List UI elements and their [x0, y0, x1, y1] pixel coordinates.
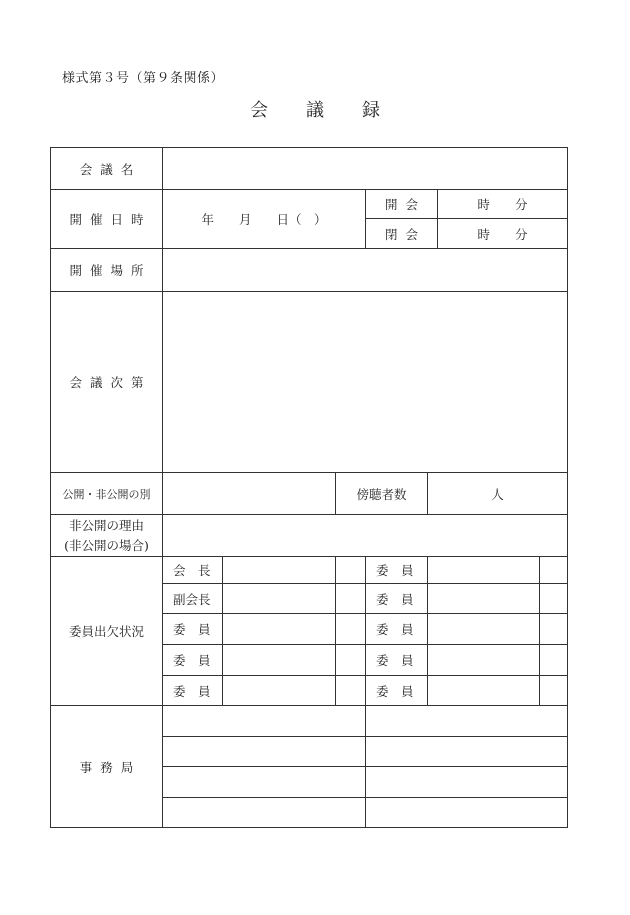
right-role-1: 委 員	[376, 563, 414, 578]
date-field[interactable]: 年 月 日（ ）	[201, 212, 327, 227]
document-title: 会議録	[250, 100, 418, 121]
venue-label: 開催場所	[69, 263, 152, 278]
left-role-5: 委 員	[173, 683, 211, 699]
meeting-name-label: 会議名	[79, 161, 142, 177]
public-label: 公開・非公開の別	[62, 487, 151, 501]
private-reason-field[interactable]	[163, 515, 567, 556]
open-time-field[interactable]: 時 分	[477, 197, 528, 212]
datetime-label: 開催日時	[69, 212, 152, 227]
left-role-1: 会 長	[173, 563, 211, 578]
left-role-3: 委 員	[173, 622, 211, 637]
left-role-2: 副会長	[173, 591, 211, 607]
agenda-field[interactable]	[163, 292, 567, 472]
left-role-4: 委 員	[173, 653, 211, 668]
meeting-name-field[interactable]	[163, 148, 567, 189]
close-label: 閉会	[384, 226, 426, 242]
audience-unit[interactable]: 人	[491, 486, 504, 502]
right-role-4: 委 員	[376, 653, 414, 668]
public-field[interactable]	[163, 473, 335, 514]
secretariat-label: 事務局	[79, 759, 142, 775]
open-label: 開会	[384, 197, 426, 212]
audience-label: 傍聴者数	[356, 486, 407, 502]
private-reason-label-line2: (非公開の場合)	[64, 537, 149, 553]
close-time-field[interactable]: 時 分	[477, 226, 528, 242]
form-number: 様式第３号（第９条関係）	[62, 71, 225, 86]
right-role-5: 委 員	[376, 683, 414, 699]
right-role-2: 委 員	[376, 591, 414, 607]
venue-field[interactable]	[163, 249, 567, 291]
private-reason-label	[51, 515, 162, 556]
private-reason-label-line1: 非公開の理由	[68, 517, 144, 533]
attendance-label: 委員出欠状況	[68, 624, 144, 639]
right-role-3: 委 員	[376, 622, 414, 637]
agenda-label: 会議次第	[69, 375, 152, 390]
